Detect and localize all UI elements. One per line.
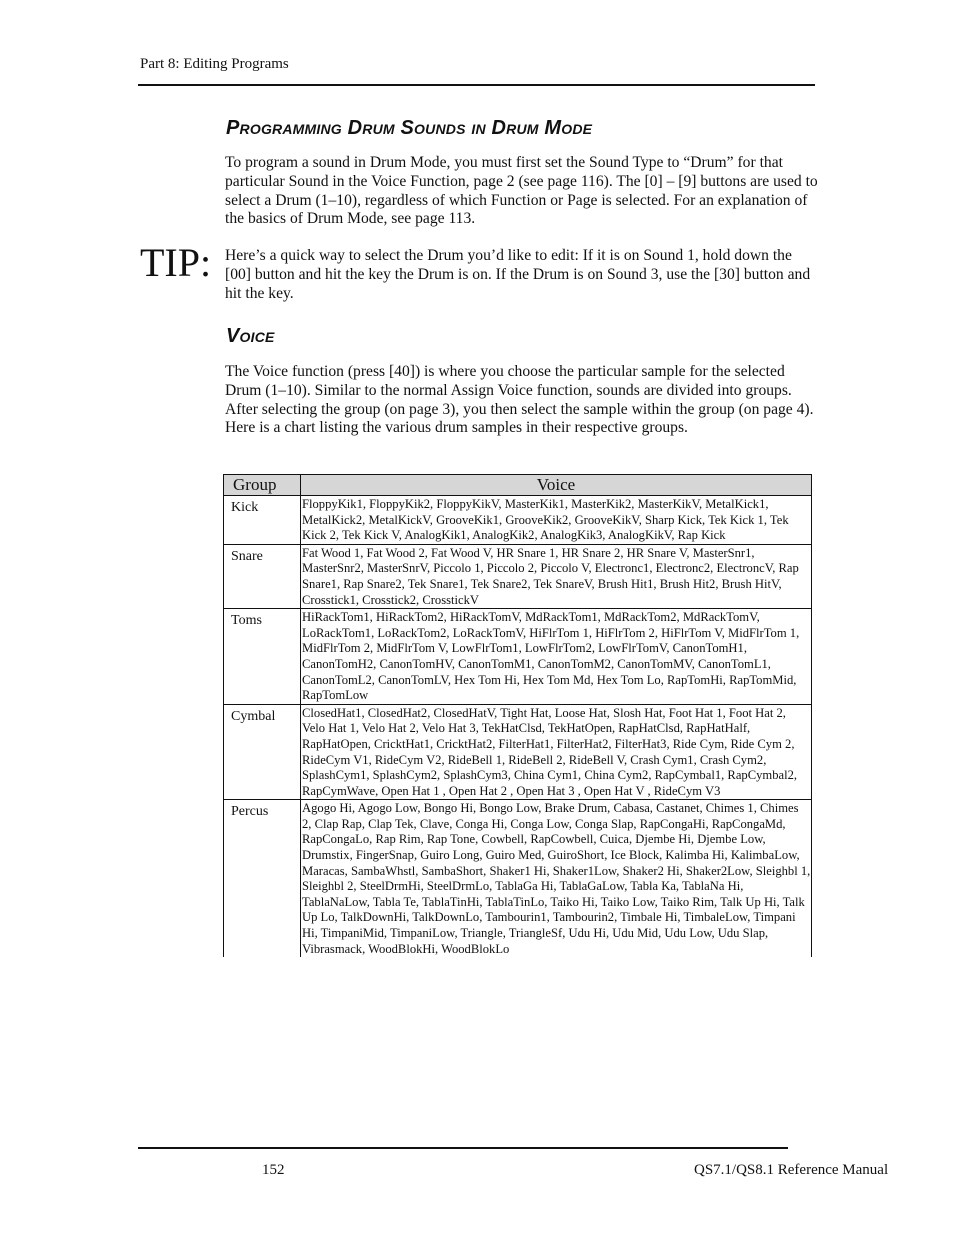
page-number: 152	[262, 1162, 285, 1178]
voice-cell: Agogo Hi, Agogo Low, Bongo Hi, Bongo Low, Brake Drum, Cabasa, Castanet, Chimes 1, Chimes 2, Clap Rap, Clap Tek, Clave, Conga Hi, Conga Low, Conga Slap, RapCongaHi, RapCongaMd, RapCongaLo, Rap Rim, Rap Tone, Cowbell, RapCowbell, Cuica, Djembe Hi, Djembe Low, Drumstix, FingerSnap, Guiro Long, Guiro Med, GuiroShort, Ice Block, Kalimba Hi, KalimbaLow, Maracas, SambaWhstl, SambaShort, Shaker1 Hi, Shaker1Low, Shaker2 Hi, Shaker2Low, Sleighbl 1, Sleighbl 2, SteelDrmHi, SteelDrmLo, TablaGa Hi, TablaGaLow, Tabla Ka, TablaNa Hi, TablaNaLow, Tabla Te, TablaTinHi, TablaTinLo, Taiko Hi, Taiko Low, Taiko Rim, Talk Up Hi, Talk Up Lo, TalkDownHi, TalkDownLo, Tambourin1, Tambourin2, Timbale Hi, TimbaleLow, Timpani Hi, TimpaniMid, TimpaniLow, Triangle, TriangleSf, Udu Hi, Udu Mid, Udu Low, Udu Slap, Vibrasmack, WoodBlokHi, WoodBlokLo	[302, 801, 811, 956]
group-cell: Cymbal	[224, 704, 301, 800]
tip-label: TIP:	[140, 240, 212, 285]
voice-cell: ClosedHat1, ClosedHat2, ClosedHatV, Tight Hat, Loose Hat, Slosh Hat, Foot Hat 1, Foot Hat 2, Velo Hat 1, Velo Hat 2, Velo Hat 3, TekHatClsd, TekHatOpen, RapHatClsd, RapHatHalf, RapHatOpen, CricktHat1, CricktHat2, FilterHat1, FilterHat2, FilterHat3, Ride Cym, Ride Cym 2, RideCym V1, RideCym V2, RideBell 1, RideBell 2, RideBell V, Crash Cym1, Crash Cym2, SplashCym1, SplashCym2, SplashCym3, China Cym1, China Cym2, RapCymbal1, RapCymbal2, RapCymWave, Open Hat 1 , Open Hat 2 , Open Hat 3 , Open Hat V , RideCym V3	[301, 704, 812, 800]
section-title-drum-mode: Programming Drum Sounds in Drum Mode	[226, 117, 593, 139]
voice-cell: FloppyKik1, FloppyKik2, FloppyKikV, MasterKik1, MasterKik2, MasterKikV, MetalKick1, MetalKick2, MetalKickV, GrooveKik1, GrooveKik2, GrooveKikV, Sharp Kick, Tek Kick 1, Tek Kick 2, Tek Kick V, AnalogKik1, AnalogKik2, AnalogKik3, AnalogKikV, Rap Kick	[301, 496, 812, 545]
group-cell: Kick	[224, 496, 301, 545]
intro-paragraph: To program a sound in Drum Mode, you must first set the Sound Type to “Drum” for that particular Sound in the Voice Function, page 2 (see page 116). The [0] – [9] buttons are used to select a Drum (1–10), regardless of which Function or Page is selected. For an explanation of the basics of Drum Mode, see page 113.	[225, 154, 818, 228]
header-rule	[138, 84, 815, 86]
table-row	[224, 544, 812, 608]
table-row	[224, 496, 812, 545]
table-header-row	[224, 475, 812, 496]
footer-rule	[138, 1147, 788, 1149]
table-row	[224, 800, 812, 957]
tip-paragraph: Here’s a quick way to select the Drum you’d like to edit: If it is on Sound 1, hold down the [00] button and hit the key the Drum is on. If the Drum is on Sound 3, use the [30] button and hit the key.	[225, 247, 811, 302]
column-header-group: Group	[224, 475, 301, 496]
running-header: Part 8: Editing Programs	[140, 56, 289, 72]
manual-title: QS7.1/QS8.1 Reference Manual	[694, 1162, 889, 1178]
group-cell: Percus	[224, 800, 301, 957]
table-row	[224, 704, 812, 800]
table-row	[224, 609, 812, 705]
voice-cell: HiRackTom1, HiRackTom2, HiRackTomV, MdRackTom1, MdRackTom2, MdRackTomV, LoRackTom1, LoRackTom2, LoRackTomV, HiFlrTom 1, HiFlrTom 2, HiFlrTom V, MidFlrTom 1, MidFlrTom 2, MidFlrTom V, LowFlrTom1, LowFlrTom2, LowFlrTomV, CanonTomH1, CanonTomH2, CanonTomHV, CanonTomM1, CanonTomM2, CanonTomMV, CanonTomL1, CanonTomL2, CanonTomLV, Hex Tom Hi, Hex Tom Md, Hex Tom Lo, RapTomHi, RapTomMid, RapTomLow	[301, 609, 812, 705]
group-cell: Snare	[224, 544, 301, 608]
column-header-voice: Voice	[301, 475, 812, 496]
voice-paragraph: The Voice function (press [40]) is where you choose the particular sample for the selected Drum (1–10). Similar to the normal Assign Voice function, sounds are divided into groups. After selecting the group (on page 3), you then select the sample within the group (on page 4). Here is a chart listing the various drum samples in their respective groups.	[225, 363, 814, 437]
drum-voice-table	[223, 474, 812, 957]
voice-cell: Fat Wood 1, Fat Wood 2, Fat Wood V, HR Snare 1, HR Snare 2, HR Snare V, MasterSnr1, MasterSnr2, MasterSnrV, Piccolo 1, Piccolo 2, Piccolo V, Electronc1, Electronc2, ElectroncV, Rap Snare1, Rap Snare2, Tek Snare1, Tek Snare2, Tek SnareV, Brush Hit1, Brush Hit2, Brush HitV, Crosstick1, Crosstick2, CrosstickV	[301, 544, 812, 608]
group-cell: Toms	[224, 609, 301, 705]
section-title-voice: Voice	[226, 325, 275, 347]
